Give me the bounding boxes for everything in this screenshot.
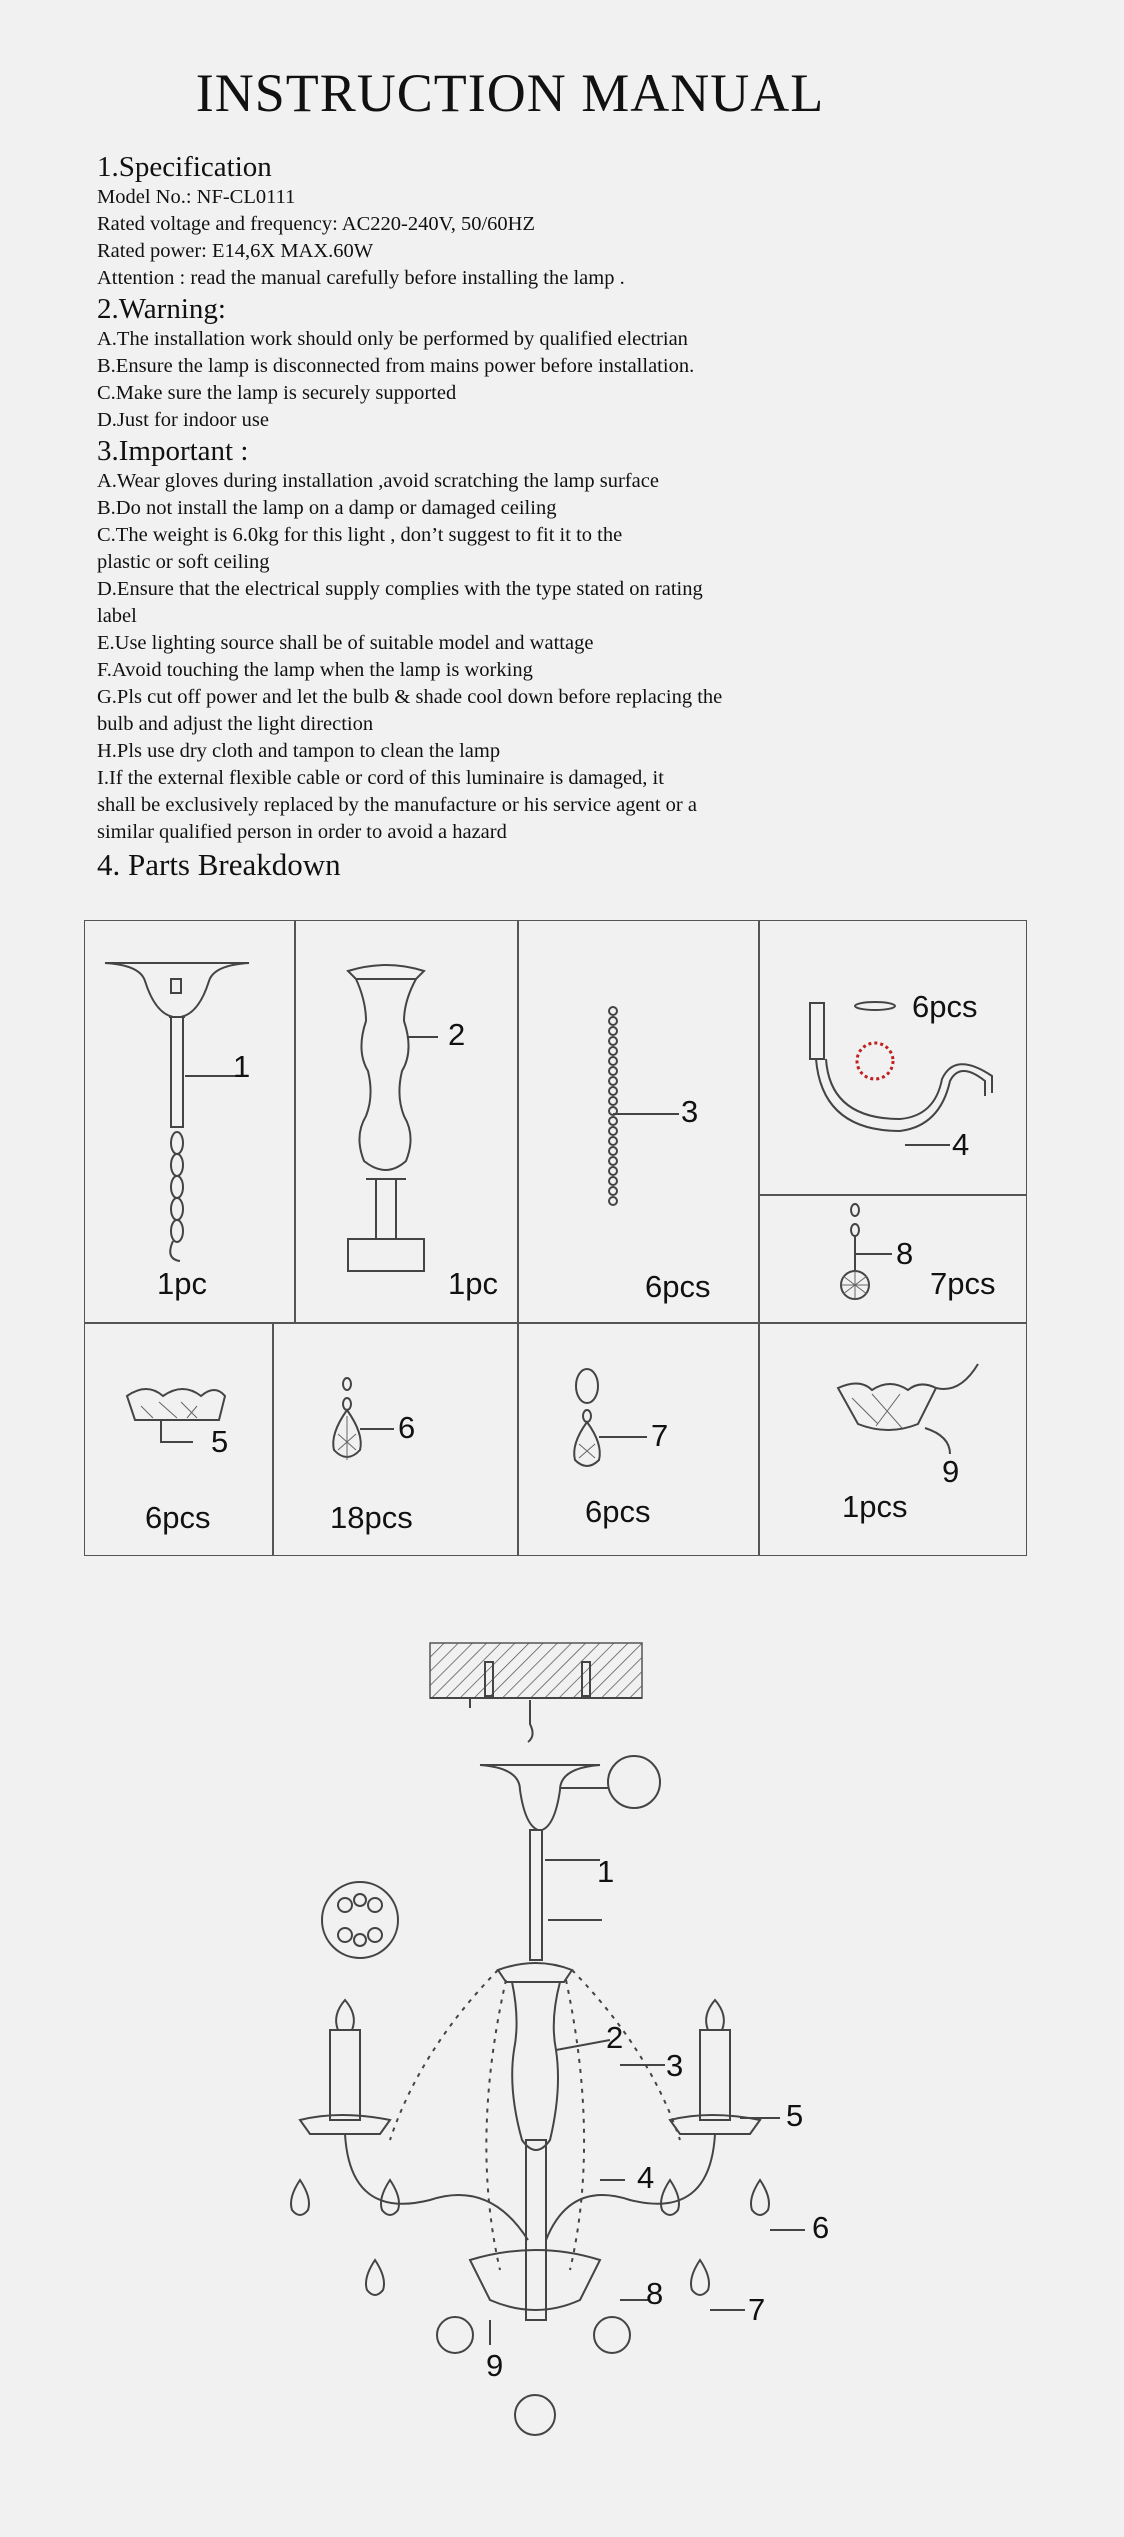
bead <box>609 1187 617 1195</box>
important-line: B.Do not install the lamp on a damp or damaged ceiling <box>97 497 557 519</box>
ceiling-canopy-chain-icon <box>85 921 296 1324</box>
part-cell-1 <box>84 920 295 1323</box>
parts-breakdown-table <box>84 920 1027 1556</box>
bead <box>609 1157 617 1165</box>
assembly-label-8: 8 <box>646 2276 664 2311</box>
part-number: 8 <box>896 1236 914 1271</box>
important-line: H.Pls use dry cloth and tampon to clean the lamp <box>97 740 501 762</box>
crystal-ball-icon <box>760 1196 1028 1324</box>
bead <box>609 1087 617 1095</box>
part-quantity: 6pcs <box>645 1269 711 1304</box>
part-number: 5 <box>211 1424 229 1459</box>
bead <box>609 1167 617 1175</box>
part-number: 4 <box>952 1127 970 1162</box>
assembly-label-7: 7 <box>748 2292 766 2327</box>
part-quantity: 1pc <box>157 1266 207 1301</box>
part-number: 9 <box>942 1454 960 1489</box>
center-column-icon <box>296 921 519 1324</box>
important-heading: 3.Important : <box>97 435 249 467</box>
important-line: plastic or soft ceiling <box>97 551 270 573</box>
chandelier-assembly-drawing <box>0 1620 1124 2520</box>
important-line: label <box>97 605 137 627</box>
bead <box>609 1037 617 1045</box>
bead <box>609 1077 617 1085</box>
part-quantity: 6pcs <box>585 1494 651 1529</box>
important-line: I.If the external flexible cable or cord of this luminaire is damaged, it <box>97 767 664 789</box>
part-number: 7 <box>651 1418 669 1453</box>
part-quantity: 1pc <box>448 1266 498 1301</box>
part-number: 1 <box>233 1049 251 1084</box>
important-line: C.The weight is 6.0kg for this light , don’t suggest to fit it to the <box>97 524 623 546</box>
part-cell-7 <box>518 1323 759 1556</box>
assembly-label-2: 2 <box>606 2020 624 2055</box>
part-quantity: 18pcs <box>330 1500 413 1535</box>
bead <box>609 1047 617 1055</box>
important-line: shall be exclusively replaced by the manufacture or his service agent or a <box>97 794 697 816</box>
part-cell-8 <box>759 1195 1027 1323</box>
important-line: F.Avoid touching the lamp when the lamp is working <box>97 659 533 681</box>
bead <box>609 1177 617 1185</box>
bead-chain-icon <box>519 921 760 1324</box>
bead <box>609 1097 617 1105</box>
part-quantity: 7pcs <box>930 1266 996 1301</box>
ceiling-hatch <box>430 1643 642 1698</box>
important-line: D.Ensure that the electrical supply complies with the type stated on rating <box>97 578 703 600</box>
important-line: G.Pls cut off power and let the bulb & shade cool down before replacing the <box>97 686 723 708</box>
parts-heading: 4. Parts Breakdown <box>97 847 341 882</box>
assembly-label-9: 9 <box>486 2348 504 2383</box>
bead <box>609 1017 617 1025</box>
part-cell-2 <box>295 920 518 1323</box>
important-line: A.Wear gloves during installation ,avoid scratching the lamp surface <box>97 470 659 492</box>
assembly-label-6: 6 <box>812 2210 830 2245</box>
bead <box>609 1137 617 1145</box>
part-cell-9 <box>759 1323 1027 1556</box>
bead <box>609 1027 617 1035</box>
page-title: INSTRUCTION MANUAL <box>195 63 825 123</box>
spec-heading: 1.Specification <box>97 151 272 183</box>
part-quantity: 6pcs <box>912 989 978 1024</box>
part-cell-5 <box>84 1323 273 1556</box>
bead <box>609 1067 617 1075</box>
important-line: bulb and adjust the light direction <box>97 713 374 735</box>
assembly-label-1: 1 <box>597 1854 615 1889</box>
part-quantity: 1pcs <box>842 1489 908 1524</box>
bead <box>609 1007 617 1015</box>
spec-line: Attention : read the manual carefully before installing the lamp . <box>97 267 625 289</box>
lamp-arm-icon <box>760 921 1028 1196</box>
part-quantity: 6pcs <box>145 1500 211 1535</box>
text-sections <box>97 150 1037 884</box>
warning-line: A.The installation work should only be performed by qualified electrian <box>97 328 688 350</box>
assembly-label-3: 3 <box>666 2048 684 2083</box>
assembly-label-5: 5 <box>786 2098 804 2133</box>
warning-line: C.Make sure the lamp is securely supported <box>97 382 457 404</box>
part-cell-3 <box>518 920 759 1323</box>
warning-line: B.Ensure the lamp is disconnected from mains power before installation. <box>97 355 695 377</box>
spec-line: Model No.: NF-CL0111 <box>97 186 296 208</box>
bead <box>609 1127 617 1135</box>
spec-line: Rated power: E14,6X MAX.60W <box>97 240 374 262</box>
spec-line: Rated voltage and frequency: AC220-240V, 50/60HZ <box>97 213 536 235</box>
bead <box>609 1117 617 1125</box>
part-cell-6 <box>273 1323 518 1556</box>
warning-line: D.Just for indoor use <box>97 409 269 431</box>
assembly-label-4: 4 <box>637 2160 655 2195</box>
important-line: similar qualified person in order to avoid a hazard <box>97 821 507 843</box>
part-number: 2 <box>448 1017 466 1052</box>
part-cell-4 <box>759 920 1027 1195</box>
important-line: E.Use lighting source shall be of suitable model and wattage <box>97 632 594 654</box>
bead <box>609 1147 617 1155</box>
bead <box>609 1197 617 1205</box>
warning-heading: 2.Warning: <box>97 293 226 325</box>
part-number: 3 <box>681 1094 699 1129</box>
assembly-diagram <box>0 1620 1124 2520</box>
part-number: 6 <box>398 1410 416 1445</box>
bead <box>609 1057 617 1065</box>
